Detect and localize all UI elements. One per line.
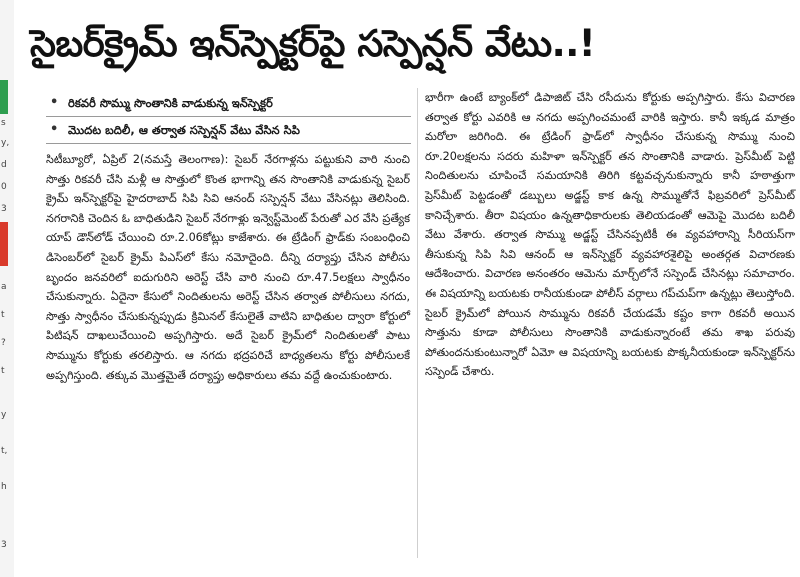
edge-fragment: y, [1,138,10,148]
edge-fragment: a [1,282,7,292]
subhead-2 [46,117,411,144]
bullet-icon: • [50,122,59,137]
edge-fragment: t [1,310,5,320]
edge-fragment: d [1,160,7,170]
edge-fragment: t, [1,446,8,456]
edge-fragment: 0 [1,182,7,192]
column-divider [417,88,418,558]
adjacent-page-edge [0,0,14,577]
green-edge-mark [0,80,8,114]
bullet-icon: • [50,95,59,110]
edge-fragment: ? [1,338,6,348]
article-body-right: భారీగా ఉంటే బ్యాంక్‌లో డిపాజిట్ చేసి రసీదును కోర్టుకు అప్పగిస్తారు. కేసు విచారణ తర్వాత కోర్టు ఎవరికి ఆ నగదు అప్పగించమంటే వారికి ఇస్తారు. కానీ ఇక్కడ మాత్రం మరోలా జరిగింది. ఈ ట్రేడింగ్ ఫ్రాడ్‌లో స్వాధీనం చేసుకున్న సొమ్ము నుంచి రూ.20లక్షలను సదరు మహిళా ఇన్‌స్పెక్టర్ తన సొంతానికి వాడారు. ప్రెస్‌మీట్ పెట్టి నిందితులను చూపించే సమయానికి తిరిగి కట్టవచ్చనుకున్నారు కానీ హఠాత్తుగా ప్రెస్‌మీట్ పెట్టడంతో డబ్బులు అడ్జస్ట్ కాక ఉన్న సొమ్ముతోనే ఫిబ్రవరిలో ప్రెస్‌మీట్ కానిచ్చేశారు. తీరా విషయం ఉన్నతాధికారులకు తెలియడంతో ఆమెపై మొదట బదిలీ వేటు వేశారు. తర్వాత సొమ్ము అడ్జస్ట్ చేసినప్పటికీ ఈ వ్యవహారాన్ని సీరియస్‌గా తీసుకున్న సిపి సివి ఆనంద్ ఆ ఇన్‌స్పెక్టర్ వ్యవహారశైలిపై అంతర్గత విచారణకు ఆదేశించారు. విచారణ అనంతరం ఆమెను మార్చ్‌లోనే సస్పెండ్ చేసినట్లు సమాచారం. ఈ విషయాన్ని బయటకు రానీయకుండా పోలీస్ వర్గాలు గప్‌చుప్‌గా ఉన్నట్లు తెలుస్తోంది. సైబర్ క్రైమ్‌లో పోయిన సొమ్మును రికవరీ చేయడమే కష్టం కాగా రికవరీ అయిన సొత్తును కూడా పోలీసులు సొంతానికి వాడుకున్నారంటే తమ శాఖ పరువు పోతుందనుకుంటున్నారో ఏమో ఆ విషయాన్ని బయటకు పొక్కనీయకుండా ఇన్‌స్పెక్టర్‌ను సస్పెండ్ చేశారు. [425,91,795,379]
edge-fragment: s [1,118,6,128]
subhead-text: మొదట బదిలీ, ఆ తర్వాత సస్పెన్షన్ వేటు వేసిన సిపి [68,123,300,137]
edge-fragment: 3 [1,540,7,550]
edge-fragment: h [1,482,7,492]
edge-fragment: t [1,366,5,376]
edge-fragment: 3 [1,204,7,214]
article-column-left [46,150,410,560]
article-column-right [425,88,795,558]
subheads [46,90,411,144]
subhead-text: రికవరీ సొమ్ము సొంతానికి వాడుకున్న ఇన్‌స్పెక్టర్ [68,96,273,110]
article-body-left: సిటీబ్యూరో, ఏప్రిల్ 2(నమస్తే తెలంగాణ): సైబర్ నేరగాళ్లను పట్టుకుని వారి నుంచి సొత్తు రికవరీ చేసి మళ్లీ ఆ సొత్తులో కొంత భాగాన్ని తన సొంతానికి వాడుకున్న సైబర్ క్రైమ్ ఇన్‌స్పెక్టర్‌పై హైదరాబాద్ సిపి సివి ఆనంద్ సస్పెన్షన్ వేటు వేసినట్లు తెలిసింది. నగరానికి చెందిన ఓ బాధితుడిని సైబర్ నేరగాళ్లు ఇన్వెస్ట్‌మెంట్ పేరుతో ఎర వేసి ప్రత్యేక యాప్ డౌన్‌లోడ్ చేయించి రూ.2.06కోట్లు కాజేశారు. ఈ ట్రేడింగ్ ఫ్రాడ్‌కు సంబంధించి డిసెంబర్‌లో సైబర్ క్రైమ్ పిఎస్‌లో కేసు నమోదైంది. దీన్ని దర్యాప్తు చేసిన పోలీసు బృందం జనవరిలో ఐదుగురిని అరెస్ట్ చేసి వారి నుంచి రూ.47.5లక్షలు స్వాధీనం చేసుకున్నారు. ఏదైనా కేసులో నిందితులను అరెస్ట్ చేసిన తర్వాత పోలీసులు నగదు, సొత్తు స్వాధీనం చేసుకున్నప్పుడు క్రిమినల్ కేసులైతే వాటిని బాధితుల ద్వారా కోర్టులో పిటిషన్ దాఖలుచేయించి అప్పగిస్తారు. అదే సైబర్ క్రైమ్‌లో నిందితులతో పాటు సొమ్మును కోర్టుకు తరలిస్తారు. ఆ నగదు భద్రపరిచే బాధ్యతలను కోర్టు పోలీసులకే అప్పగిస్తుంది. తక్కువ మొత్తమైతే దర్యాప్తు అధికారులు తమ వద్దే ఉంచుకుంటారు. [46,153,410,382]
subhead-1 [46,90,411,117]
red-edge-mark [0,222,8,266]
headline: సైబర్‌క్రైమ్ ఇన్‌స్పెక్టర్‌పై సస్పెన్షన్ వేటు..! [30,22,596,65]
edge-fragment: y [1,410,7,420]
